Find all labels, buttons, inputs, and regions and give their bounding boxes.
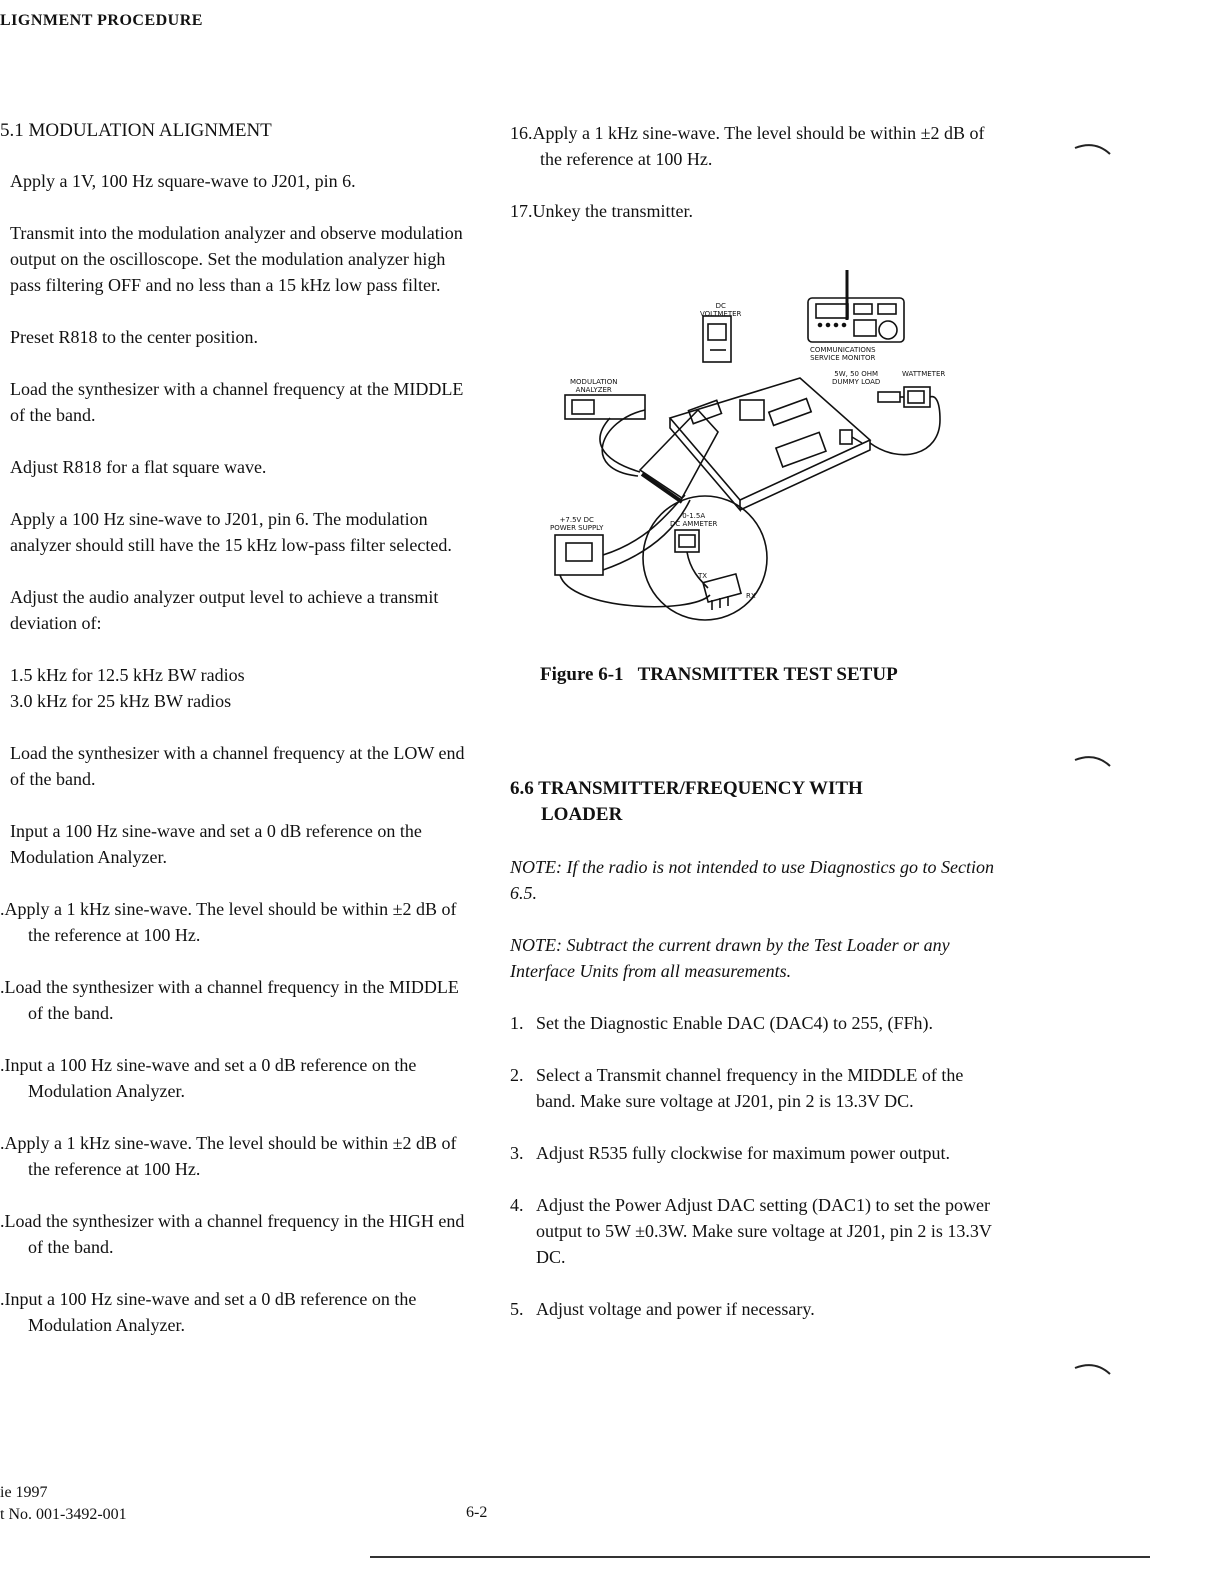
dummy-load-label: 5W, 50 OHM DUMMY LOAD [832, 370, 881, 386]
deviation-line: 1.5 kHz for 12.5 kHz BW radios [10, 665, 245, 685]
step-16: 16.Apply a 1 kHz sine-wave. The level should be within ±2 dB of the reference at 100 Hz. [510, 123, 985, 169]
procedure-step [510, 1192, 1000, 1270]
procedure-step [510, 1010, 1000, 1036]
step-17: 17.Unkey the transmitter. [510, 201, 693, 221]
dc-voltmeter-icon [703, 316, 731, 362]
section-heading-6-6 [510, 776, 1000, 828]
paragraph: Load the synthesizer with a channel frequency at the MIDDLE of the band. [10, 379, 464, 425]
step-number: 1. [510, 1013, 524, 1033]
paragraph: .Input a 100 Hz sine-wave and set a 0 dB reference on the Modulation Analyzer. [0, 1289, 417, 1335]
tx-label: TX [698, 572, 708, 580]
footer-date: ie 1997 [0, 1484, 48, 1501]
step-text: Adjust voltage and power if necessary. [536, 1299, 815, 1319]
procedure-step [510, 1062, 1000, 1114]
tx-rx-switch-icon [703, 574, 741, 610]
paragraph: Adjust the audio analyzer output level to achieve a transmit deviation of: [10, 587, 439, 633]
paragraph: .Load the synthesizer with a channel frequency in the MIDDLE of the band. [0, 977, 459, 1023]
dc-voltmeter-label: DC VOLTMETER [700, 302, 742, 318]
paragraph: Apply a 1V, 100 Hz square-wave to J201, pin 6. [10, 171, 356, 191]
margin-mark-icon [1070, 752, 1120, 772]
margin-mark-icon [1070, 1360, 1120, 1380]
procedure-step [510, 1296, 1000, 1322]
step-number: 2. [510, 1065, 524, 1085]
heading-line: 6.6 TRANSMITTER/FREQUENCY WITH [510, 778, 863, 799]
step-text: Set the Diagnostic Enable DAC (DAC4) to 255, (FFh). [536, 1013, 933, 1033]
test-loader-card-icon [640, 410, 718, 502]
rx-label: RX [746, 592, 756, 600]
step-number: 3. [510, 1143, 524, 1163]
figure-number: Figure 6-1 [540, 664, 624, 685]
paragraph: .Apply a 1 kHz sine-wave. The level should be within ±2 dB of the reference at 100 Hz. [0, 1133, 457, 1179]
figure-caption [540, 664, 1000, 686]
dc-ammeter-label: 0-1.5A DC AMMETER [670, 512, 718, 528]
figure-title: TRANSMITTER TEST SETUP [637, 664, 898, 685]
step-text: Adjust R535 fully clockwise for maximum power output. [536, 1143, 950, 1163]
left-column [0, 120, 470, 1364]
note-diagnostics: NOTE: If the radio is not intended to use Diagnostics go to Section 6.5. [510, 857, 994, 903]
procedure-step [510, 1140, 1000, 1166]
margin-mark-icon [1070, 140, 1120, 160]
paragraph: Load the synthesizer with a channel frequency at the LOW end of the band. [10, 743, 465, 789]
modulation-analyzer-label: MODULATION ANALYZER [570, 378, 618, 394]
step-number: 4. [510, 1195, 524, 1215]
paragraph: Apply a 100 Hz sine-wave to J201, pin 6. The modulation analyzer should still have the 15 kHz low-pass filter selected. [10, 509, 452, 555]
test-setup-drawing [540, 250, 980, 640]
section-title-modulation-alignment: 5.1 MODULATION ALIGNMENT [0, 120, 272, 141]
wattmeter-icon [878, 387, 930, 407]
wattmeter-label: WATTMETER [902, 370, 946, 378]
footer-left [0, 1482, 127, 1526]
right-column [510, 120, 1000, 1348]
service-monitor-label: COMMUNICATIONS SERVICE MONITOR [810, 346, 876, 362]
circuit-board-icon [670, 378, 870, 510]
dc-ammeter-icon [675, 530, 699, 552]
paragraph: Transmit into the modulation analyzer and observe modulation output on the oscilloscope. Set the modulation analyzer high pass filtering OFF and no less than a 15 kHz low pass filter. [10, 223, 463, 295]
footer-part-number: t No. 001-3492-001 [0, 1506, 127, 1523]
note-subtract-current: NOTE: Subtract the current drawn by the Test Loader or any Interface Units from all measurements. [510, 935, 950, 981]
step-text: Select a Transmit channel frequency in the MIDDLE of the band. Make sure voltage at J201, pin 2 is 13.3V DC. [536, 1065, 964, 1111]
transmitter-test-setup-figure [540, 250, 980, 640]
step-text: Adjust the Power Adjust DAC setting (DAC1) to set the power output to 5W ±0.3W. Make sure voltage at J201, pin 2 is 13.3V DC. [536, 1195, 992, 1267]
power-supply-label: +7.5V DC POWER SUPPLY [550, 516, 604, 532]
service-monitor-icon [808, 270, 904, 342]
heading-line: LOADER [541, 804, 623, 825]
bottom-rule [370, 1556, 1150, 1558]
paragraph: Input a 100 Hz sine-wave and set a 0 dB reference on the Modulation Analyzer. [10, 821, 422, 867]
running-head: LIGNMENT PROCEDURE [0, 12, 203, 29]
power-supply-icon [555, 535, 603, 575]
paragraph: .Apply a 1 kHz sine-wave. The level should be within ±2 dB of the reference at 100 Hz. [0, 899, 457, 945]
modulation-analyzer-icon [565, 395, 645, 419]
paragraph: .Input a 100 Hz sine-wave and set a 0 dB reference on the Modulation Analyzer. [0, 1055, 417, 1101]
step-number: 5. [510, 1299, 524, 1319]
paragraph: .Load the synthesizer with a channel frequency in the HIGH end of the band. [0, 1211, 465, 1257]
deviation-line: 3.0 kHz for 25 kHz BW radios [10, 691, 232, 711]
paragraph: Preset R818 to the center position. [10, 327, 258, 347]
paragraph: Adjust R818 for a flat square wave. [10, 457, 267, 477]
page-number: 6-2 [466, 1504, 488, 1521]
